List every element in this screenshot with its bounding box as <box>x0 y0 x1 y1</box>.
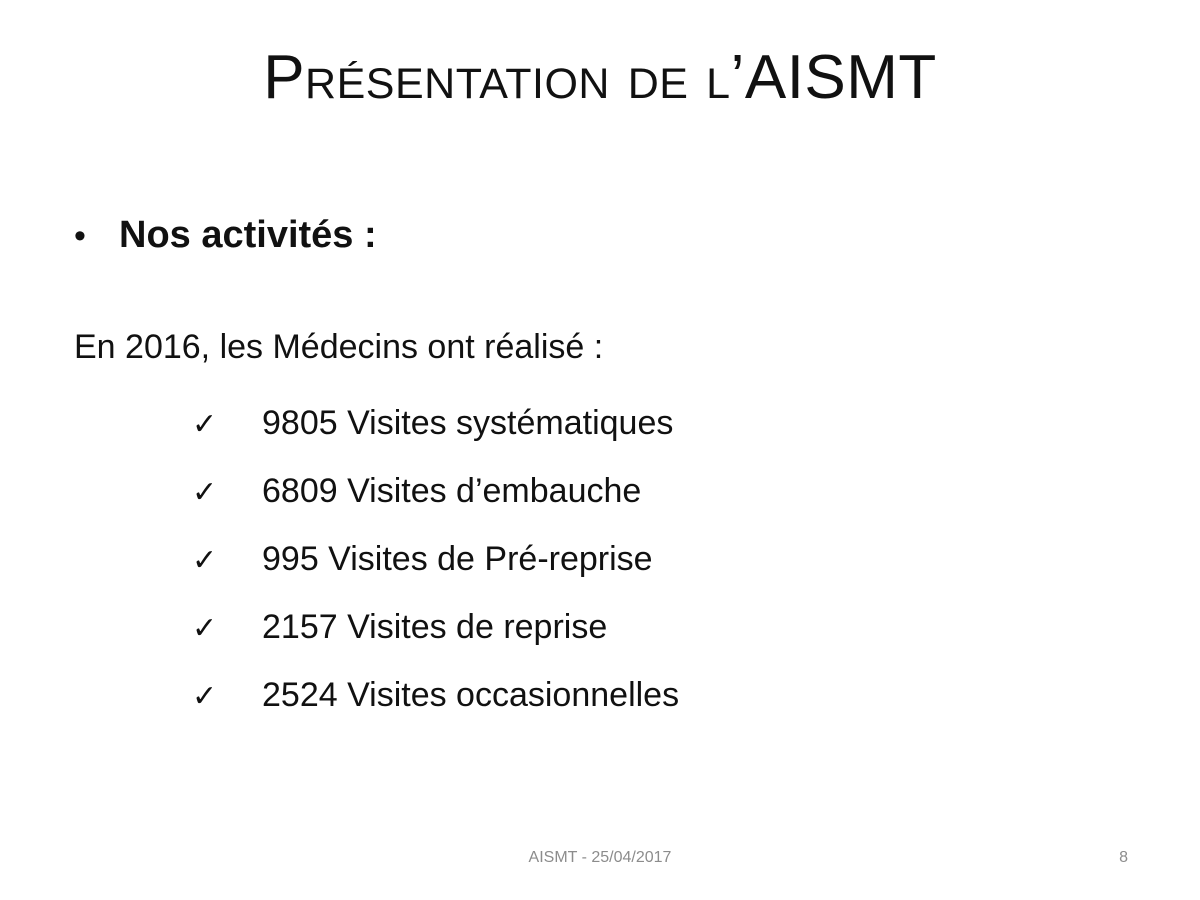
activity-label: 2524 Visites occasionnelles <box>262 676 680 714</box>
intro-text: En 2016, les Médecins ont réalisé : <box>74 328 604 366</box>
activity-label: 2157 Visites de reprise <box>262 608 608 646</box>
checkmark-icon: ✓ <box>192 611 218 646</box>
activity-label: 6809 Visites d’embauche <box>262 472 642 510</box>
page-number: 8 <box>1119 849 1128 866</box>
list-item <box>192 540 679 608</box>
list-item <box>192 404 679 472</box>
checkmark-icon: ✓ <box>192 679 218 714</box>
list-item <box>192 676 679 744</box>
list-item <box>192 472 679 540</box>
activity-label: 995 Visites de Pré-reprise <box>262 540 653 578</box>
checkmark-icon: ✓ <box>192 407 218 442</box>
slide-title: Présentation de l’AISMT <box>263 43 937 112</box>
checkmark-icon: ✓ <box>192 475 218 510</box>
section-bullet <box>74 214 377 257</box>
activity-label: 9805 Visites systématiques <box>262 404 674 442</box>
section-heading: Nos activités : <box>119 214 377 256</box>
bullet-icon: • <box>74 217 86 255</box>
activities-list <box>192 404 679 744</box>
checkmark-icon: ✓ <box>192 543 218 578</box>
footer-label: AISMT - 25/04/2017 <box>528 849 672 866</box>
list-item <box>192 608 679 676</box>
